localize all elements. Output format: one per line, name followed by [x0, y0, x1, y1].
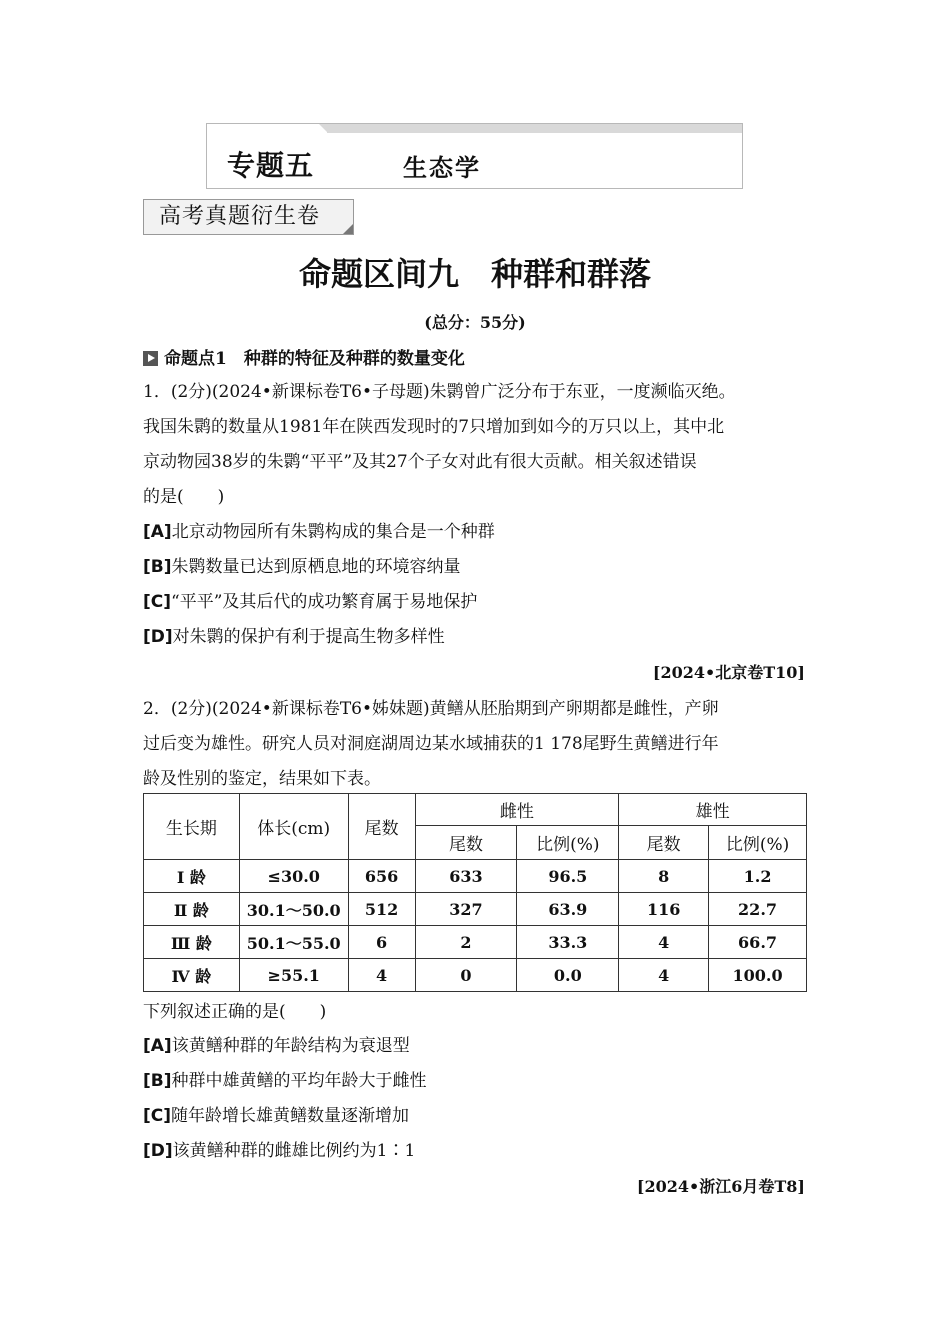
q1-source: [2024•北京卷T10] [652, 663, 805, 682]
header-female-count: 尾数 [415, 826, 517, 860]
cell-female-count: 2 [415, 926, 517, 959]
header-female-ratio: 比例(%) [517, 826, 619, 860]
eel-data-table [143, 793, 807, 992]
cell-male-count: 4 [619, 926, 709, 959]
option-text: “平平”及其后代的成功繁育属于易地保护 [171, 592, 478, 612]
cell-female-ratio: 63.9 [517, 893, 619, 926]
table-row [144, 893, 807, 926]
point-heading [143, 344, 465, 369]
table-row [144, 926, 807, 959]
q1-option-d[interactable] [143, 622, 445, 647]
option-letter: [B] [143, 557, 172, 577]
header-count: 尾数 [348, 794, 415, 860]
q2-line-2: 过后变为雄性。研究人员对洞庭湖周边某水域捕获的1 178尾野生黄鳝进行年 [143, 734, 719, 754]
header-stage: 生长期 [144, 794, 240, 860]
play-triangle-icon [143, 351, 158, 366]
q2-prompt: 下列叙述正确的是( ) [143, 1002, 327, 1022]
q2-option-d[interactable] [143, 1136, 415, 1161]
option-letter: [C] [143, 1106, 172, 1126]
cell-count: 4 [348, 959, 415, 992]
option-text: 对朱鹮的保护有利于提高生物多样性 [172, 627, 445, 647]
table-row [144, 860, 807, 893]
q1-line-3: 京动物园38岁的朱鹮“平平”及其27个子女对此有很大贡献。相关叙述错误 [143, 452, 697, 472]
header-female: 雌性 [415, 794, 619, 826]
q1-option-a[interactable] [143, 517, 495, 542]
option-letter: [B] [143, 1071, 172, 1091]
total-score: (总分：55分) [424, 313, 526, 332]
option-letter: [A] [143, 1036, 172, 1056]
cell-stage: Ⅳ 龄 [144, 959, 240, 992]
header-male-count: 尾数 [619, 826, 709, 860]
cell-length: 30.1～50.0 [239, 893, 348, 926]
cell-length: 50.1～55.0 [239, 926, 348, 959]
option-letter: [D] [143, 627, 173, 647]
option-letter: [D] [143, 1141, 173, 1161]
cell-female-count: 0 [415, 959, 517, 992]
option-text: 该黄鳝种群的雌雄比例约为1∶1 [172, 1141, 416, 1161]
cell-count: 656 [348, 860, 415, 893]
q2-option-c[interactable] [143, 1101, 409, 1126]
q1-option-c[interactable] [143, 587, 477, 612]
cell-count: 512 [348, 893, 415, 926]
q2-option-b[interactable] [143, 1066, 427, 1091]
cell-female-count: 327 [415, 893, 517, 926]
banner-stripe [327, 124, 742, 133]
q1-line-2: 我国朱鹮的数量从1981年在陕西发现时的7只增加到如今的万只以上，其中北 [143, 417, 725, 437]
q2-source: [2024•浙江6月卷T8] [636, 1177, 805, 1196]
point-heading-text: 命题点1 种群的特征及种群的数量变化 [164, 349, 465, 369]
header-male-ratio: 比例(%) [709, 826, 807, 860]
table-row [144, 959, 807, 992]
cell-length: ≤30.0 [239, 860, 348, 893]
topic-number: 专题五 [227, 149, 315, 182]
cell-stage: Ⅰ 龄 [144, 860, 240, 893]
q1-line-4: 的是( ) [143, 487, 225, 507]
cell-female-ratio: 96.5 [517, 860, 619, 893]
page-title: 命题区间九 种群和群落 [298, 255, 651, 293]
option-text: 北京动物园所有朱鹮构成的集合是一个种群 [171, 522, 495, 542]
q1-line-1: 1．(2分)(2024•新课标卷T6•子母题)朱鹮曾广泛分布于东亚，一度濒临灭绝。 [143, 382, 736, 402]
cell-stage: Ⅱ 龄 [144, 893, 240, 926]
option-letter: [A] [143, 522, 172, 542]
cell-male-count: 116 [619, 893, 709, 926]
q2-line-1: 2．(2分)(2024•新课标卷T6•姊妹题)黄鳝从胚胎期到产卵期都是雌性，产卵 [143, 699, 719, 719]
q1-option-b[interactable] [143, 552, 461, 577]
cell-male-ratio: 66.7 [709, 926, 807, 959]
table-header-row [144, 794, 807, 826]
cell-male-count: 4 [619, 959, 709, 992]
section-tag-label: 高考真题衍生卷 [159, 204, 321, 229]
cell-female-count: 633 [415, 860, 517, 893]
cell-female-ratio: 33.3 [517, 926, 619, 959]
topic-name: 生态学 [403, 154, 481, 182]
option-text: 朱鹮数量已达到原栖息地的环境容纳量 [171, 557, 461, 577]
tag-corner-icon [343, 224, 353, 234]
header-male: 雄性 [619, 794, 807, 826]
q2-option-a[interactable] [143, 1031, 410, 1056]
cell-length: ≥55.1 [239, 959, 348, 992]
cell-count: 6 [348, 926, 415, 959]
topic-banner [206, 123, 743, 189]
cell-male-ratio: 1.2 [709, 860, 807, 893]
option-text: 该黄鳝种群的年龄结构为衰退型 [171, 1036, 410, 1056]
option-letter: [C] [143, 592, 172, 612]
option-text: 随年龄增长雄黄鳝数量逐渐增加 [171, 1106, 410, 1126]
q2-line-3: 龄及性别的鉴定，结果如下表。 [143, 769, 381, 789]
cell-male-count: 8 [619, 860, 709, 893]
option-text: 种群中雄黄鳝的平均年龄大于雌性 [171, 1071, 427, 1091]
cell-stage: Ⅲ 龄 [144, 926, 240, 959]
cell-female-ratio: 0.0 [517, 959, 619, 992]
header-length: 体长(cm) [239, 794, 348, 860]
cell-male-ratio: 22.7 [709, 893, 807, 926]
cell-male-ratio: 100.0 [709, 959, 807, 992]
section-tag [143, 199, 354, 235]
